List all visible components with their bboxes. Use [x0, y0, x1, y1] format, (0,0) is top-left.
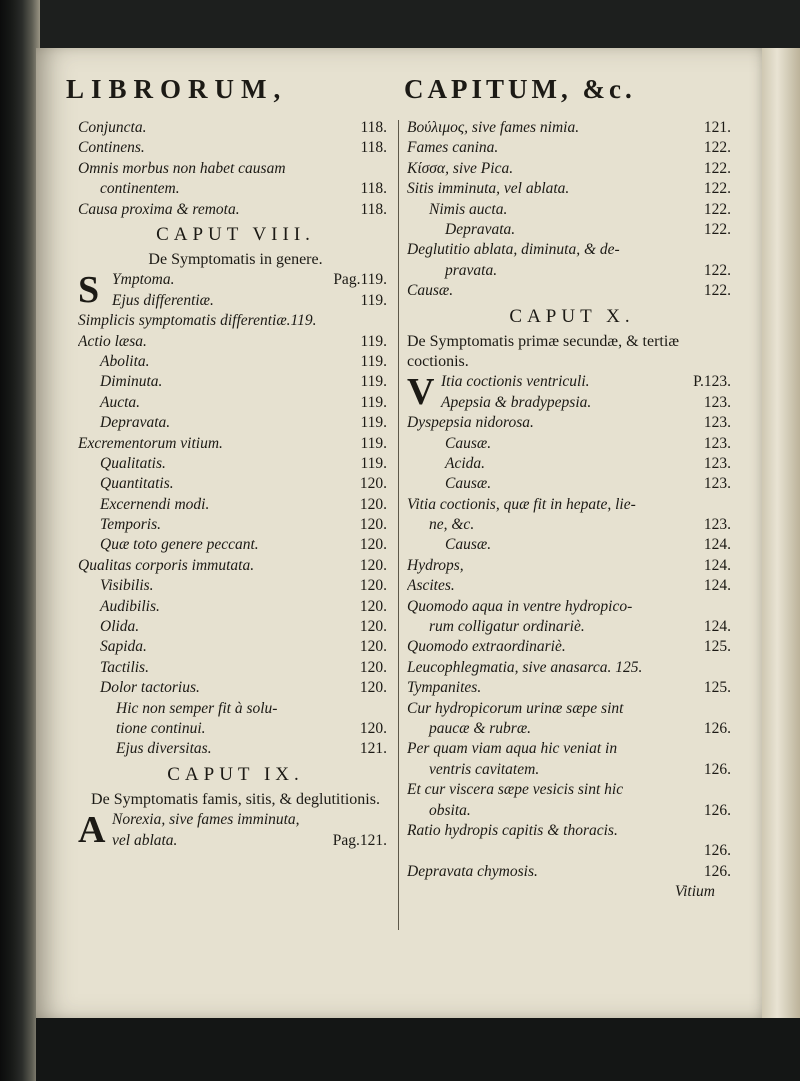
- entry-text: Ejus diversitas.: [116, 740, 212, 758]
- entry-page: 122.: [703, 261, 731, 279]
- entry-page: 119.: [360, 454, 387, 472]
- drop-cap-entry: [407, 372, 737, 413]
- entry-text: Causæ.: [445, 475, 492, 493]
- entry-page: 120.: [359, 597, 387, 615]
- header-left: LIBRORUM,: [66, 74, 288, 104]
- index-entry: [78, 393, 393, 413]
- index-entry: [407, 434, 737, 454]
- entry-page: 122.: [703, 200, 731, 218]
- drop-cap-entry: [78, 270, 393, 311]
- book-page: [36, 48, 762, 1018]
- header-right: CAPITUM, &c.: [404, 74, 636, 104]
- entry-text: Hic non semper fit à solu-: [116, 699, 278, 717]
- entry-text: ventris cavitatem.: [429, 760, 540, 778]
- index-entry: [407, 281, 737, 301]
- entry-page: 120.: [359, 719, 387, 737]
- entry-text: Causæ.: [407, 282, 454, 300]
- entry-page: 126.: [703, 719, 731, 737]
- entry-text: Itia coctionis ventriculi.: [441, 373, 590, 391]
- entry-text: Ratio hydropis capitis & thoracis.: [407, 821, 618, 839]
- index-entry: [407, 159, 737, 179]
- entry-page: 125.: [703, 638, 731, 656]
- entry-text: tione continui.: [116, 719, 206, 737]
- entry-text: Ymptoma.: [112, 271, 175, 289]
- entry-text: Quomodo aqua in ventre hydropico-: [407, 597, 633, 615]
- entry-page: 122.: [703, 159, 731, 177]
- entry-text: Quæ toto genere peccant.: [100, 536, 259, 554]
- entry-text: Aucta.: [100, 393, 141, 411]
- entry-page: 119.: [360, 393, 387, 411]
- entry-page: 123.: [703, 393, 731, 411]
- index-entry: [78, 118, 393, 138]
- index-entry: [78, 535, 393, 555]
- index-entry: [78, 719, 393, 739]
- entry-text: Conjuncta.: [78, 119, 147, 136]
- entry-text: Excernendi modi.: [100, 495, 210, 513]
- index-entry: [78, 515, 393, 535]
- index-entry: [78, 159, 393, 179]
- index-entry: [407, 739, 737, 759]
- entry-page: Pag.121.: [332, 831, 387, 849]
- entry-text: Ascites.: [407, 577, 455, 595]
- entry-text: Qualitas corporis immutata.: [78, 556, 255, 574]
- entry-page: 120.: [359, 516, 387, 534]
- entry-page: 124.: [703, 556, 731, 574]
- entry-text: pravata.: [445, 261, 498, 279]
- index-entry: [78, 352, 393, 372]
- entry-text: Simplicis symptomatis differentiæ.119.: [78, 312, 317, 330]
- index-entry: [407, 495, 737, 515]
- entry-text: Βούλιμος, sive fames nimia.: [407, 119, 580, 136]
- entry-text: paucæ & rubræ.: [429, 719, 532, 737]
- index-entry: [407, 862, 737, 882]
- chapter-subtitle: De Symptomatis in genere.: [148, 250, 323, 268]
- index-entry: [407, 220, 737, 240]
- entry-page: 120.: [359, 495, 387, 513]
- chapter-heading: CAPUT VIII.: [156, 223, 315, 245]
- entry-text: Audibilis.: [100, 597, 160, 615]
- index-entry: [78, 617, 393, 637]
- entry-text: Actio læsa.: [78, 332, 147, 350]
- entry-page: 120.: [359, 679, 387, 697]
- index-entry: [407, 699, 737, 719]
- book-binding-shadow: [0, 0, 40, 1081]
- entry-text: Omnis morbus non habet causam: [78, 159, 286, 177]
- entry-text: Diminuta.: [100, 373, 163, 391]
- index-entry: [407, 597, 737, 617]
- entry-page: 124.: [703, 536, 731, 554]
- entry-text: Deglutitio ablata, diminuta, & de-: [407, 241, 620, 259]
- index-entry: [78, 474, 393, 494]
- entry-text: Nimis aucta.: [429, 200, 508, 218]
- entry-page: 125.: [703, 679, 731, 697]
- entry-page: 122.: [703, 180, 731, 198]
- index-entry: [78, 576, 393, 596]
- entry-text: Κίσσα, sive Pica.: [407, 159, 514, 177]
- entry-page: Pag.119.: [333, 271, 387, 289]
- index-entry: [407, 617, 737, 637]
- index-entry: [407, 556, 737, 576]
- index-entry: [407, 821, 737, 841]
- index-entry: [407, 801, 737, 821]
- index-entry: [407, 179, 737, 199]
- index-entry: [78, 434, 393, 454]
- index-entry: [407, 200, 737, 220]
- entry-page: 120.: [359, 618, 387, 636]
- entry-text: Tympanites.: [407, 679, 482, 697]
- index-entry: [407, 261, 737, 281]
- entry-page: 123.: [703, 414, 731, 432]
- index-entry: [78, 699, 393, 719]
- index-entry: [78, 495, 393, 515]
- index-entry: [407, 454, 737, 474]
- entry-text: Norexia, sive fames imminuta,: [112, 811, 300, 829]
- chapter-subtitle: De Symptomatis famis, sitis, & deglutitionis.: [91, 790, 380, 808]
- entry-text: Continens.: [78, 139, 145, 157]
- index-entry: [78, 332, 393, 352]
- index-entry: [407, 413, 737, 433]
- entry-page: 120.: [359, 658, 387, 676]
- entry-page: 120.: [359, 638, 387, 656]
- entry-text: Quantitatis.: [100, 475, 174, 493]
- column-divider: [398, 120, 399, 930]
- entry-text: Depravata chymosis.: [407, 862, 538, 880]
- entry-page: 123.: [703, 516, 731, 534]
- index-entry: [407, 474, 737, 494]
- index-entry: [78, 372, 393, 392]
- entry-text: continentem.: [100, 180, 180, 198]
- index-entry: [407, 576, 737, 596]
- index-entry: [78, 311, 393, 331]
- entry-page: 122.: [703, 282, 731, 300]
- running-header: [36, 74, 762, 114]
- entry-text: vel ablata.: [112, 831, 178, 849]
- entry-page: 120.: [359, 577, 387, 595]
- entry-page: 118.: [360, 180, 387, 198]
- entry-page: 123.: [703, 454, 731, 472]
- entry-text: Hydrops,: [407, 556, 464, 574]
- entry-text: Apepsia & bradypepsia.: [441, 393, 592, 411]
- entry-text: Leucophlegmatia, sive anasarca. 125.: [407, 658, 643, 676]
- chapter-heading: CAPUT IX.: [167, 763, 304, 785]
- entry-page: 126.: [703, 862, 731, 880]
- chapter-subtitle: De Symptomatis primæ secundæ, & tertiæ coctionis.: [407, 332, 679, 370]
- entry-page: 119.: [360, 434, 387, 452]
- index-entry: [407, 637, 737, 657]
- entry-page: 119.: [360, 332, 387, 350]
- background-below-page: [36, 1018, 800, 1081]
- entry-text: Temporis.: [100, 516, 162, 534]
- index-entry: [78, 454, 393, 474]
- entry-page: 120.: [359, 536, 387, 554]
- index-entry: [407, 719, 737, 739]
- entry-text: Sitis imminuta, vel ablata.: [407, 180, 570, 198]
- entry-text: Causæ.: [445, 434, 492, 452]
- index-entry: [78, 200, 393, 220]
- entry-page: 126.: [703, 842, 731, 860]
- chapter-heading: CAPUT X.: [509, 305, 635, 327]
- index-entry: [407, 760, 737, 780]
- entry-text: Causæ.: [445, 536, 492, 554]
- catchword: Vitium: [674, 883, 715, 901]
- entry-text: Sapida.: [100, 638, 147, 656]
- index-entry: [78, 739, 393, 759]
- index-entry: [78, 678, 393, 698]
- catchword-line: [407, 882, 737, 902]
- entry-text: ne, &c.: [429, 516, 475, 534]
- entry-page: 121.: [703, 119, 731, 136]
- index-entry: [407, 658, 737, 678]
- entry-text: Per quam viam aqua hic veniat in: [407, 740, 618, 758]
- entry-page: 120.: [359, 556, 387, 574]
- entry-page: 123.: [703, 434, 731, 452]
- entry-page: 124.: [703, 618, 731, 636]
- entry-page: 126.: [703, 801, 731, 819]
- entry-text: obsita.: [429, 801, 471, 819]
- index-entry: [78, 637, 393, 657]
- left-column: [78, 118, 393, 998]
- index-entry: [407, 678, 737, 698]
- index-entry: [78, 413, 393, 433]
- entry-text: Et cur viscera sæpe vesicis sint hic: [407, 781, 624, 799]
- drop-cap-letter: A: [78, 809, 106, 852]
- entry-text: Dolor tactorius.: [100, 679, 200, 697]
- entry-text: Acida.: [445, 454, 486, 472]
- entry-page: 123.: [703, 475, 731, 493]
- index-entry: [78, 138, 393, 158]
- index-entry: [407, 138, 737, 158]
- entry-page: 119.: [360, 373, 387, 391]
- index-entry: [78, 658, 393, 678]
- entry-page: 119.: [360, 291, 387, 309]
- entry-page: 118.: [360, 119, 387, 136]
- entry-page: 122.: [703, 139, 731, 157]
- entry-text: Cur hydropicorum urinæ sæpe sint: [407, 699, 624, 717]
- entry-text: Causa proxima & remota.: [78, 200, 240, 218]
- entry-text: Depravata.: [445, 220, 516, 238]
- entry-text: Tactilis.: [100, 658, 149, 676]
- index-entry: [407, 515, 737, 535]
- entry-text: Visibilis.: [100, 577, 154, 595]
- entry-page: P.123.: [693, 373, 731, 391]
- entry-page: 126.: [703, 760, 731, 778]
- entry-text: Ejus differentiæ.: [112, 291, 214, 309]
- entry-page: 119.: [360, 414, 387, 432]
- drop-cap-letter: S: [78, 269, 100, 312]
- entry-page: 121.: [359, 740, 387, 758]
- entry-page: 120.: [359, 475, 387, 493]
- page-edge: [762, 48, 800, 1018]
- drop-cap-entry: [78, 810, 393, 851]
- index-entry: [407, 240, 737, 260]
- entry-page: 122.: [703, 220, 731, 238]
- entry-text: Fames canina.: [407, 139, 499, 157]
- entry-text: Excrementorum vitium.: [78, 434, 223, 452]
- index-entry: [407, 780, 737, 800]
- index-entry: [407, 118, 737, 138]
- index-entry: [407, 841, 737, 861]
- index-entry: [407, 535, 737, 555]
- entry-text: Abolita.: [100, 352, 150, 370]
- entry-text: Dyspepsia nidorosa.: [407, 414, 534, 432]
- entry-page: 124.: [703, 577, 731, 595]
- index-entry: [78, 597, 393, 617]
- entry-text: Depravata.: [100, 414, 171, 432]
- right-column: [407, 118, 737, 998]
- index-entry: [78, 179, 393, 199]
- entry-text: Quomodo extraordinariè.: [407, 638, 566, 656]
- index-entry: [78, 556, 393, 576]
- entry-text: rum colligatur ordinariè.: [429, 618, 585, 636]
- entry-page: 118.: [360, 200, 387, 218]
- drop-cap-letter: V: [407, 371, 435, 414]
- entry-page: 118.: [360, 139, 387, 157]
- entry-text: Vitia coctionis, quæ fit in hepate, lie-: [407, 495, 636, 513]
- entry-text: Qualitatis.: [100, 454, 166, 472]
- entry-page: 119.: [360, 352, 387, 370]
- entry-text: Olida.: [100, 618, 140, 636]
